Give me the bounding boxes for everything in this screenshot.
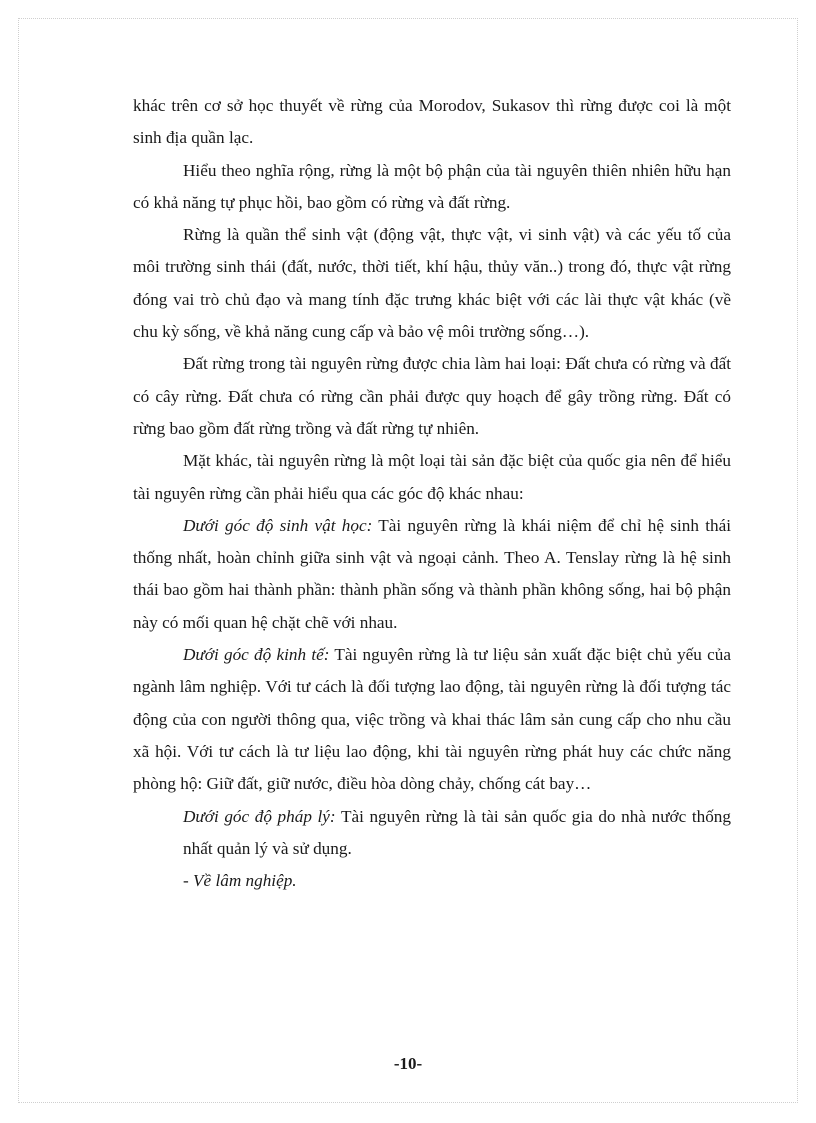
paragraph-5	[133, 445, 731, 510]
paragraph-biology	[133, 510, 731, 639]
paragraph-3	[133, 219, 731, 348]
biology-heading: Dưới góc độ sinh vật học:	[183, 515, 373, 535]
paragraph-5-text: Mặt khác, tài nguyên rừng là một loại tài sản đặc biệt của quốc gia nên để hiểu tài nguyên rừng cần phải hiểu qua các góc độ khác nhau:	[133, 451, 731, 503]
paragraph-2	[133, 155, 731, 220]
legal-text: Tài nguyên rừng là tài sản quốc gia do nhà nước thống nhất quản lý và sử dụng.	[183, 806, 731, 858]
document-body	[133, 90, 731, 897]
legal-heading: Dưới góc độ pháp lý:	[183, 806, 336, 826]
biology-text: Tài nguyên rừng là khái niệm để chỉ hệ sinh thái thống nhất, hoàn chỉnh giữa sinh vật và ngoại cảnh. Theo A. Tenslay rừng là hệ sinh thái bao gồm hai thành phần: thành phần sống và thành phần không sống, hai bộ phận này có mối quan hệ chặt chẽ với nhau.	[133, 515, 731, 632]
paragraph-4-text: Đất rừng trong tài nguyên rừng được chia làm hai loại: Đất chưa có rừng và đất có cây rừng. Đất chưa có rừng cần phải được quy hoạch để gây trồng rừng. Đất có rừng bao gồm đất rừng trồng và đất rừng tự nhiên.	[133, 354, 731, 438]
paragraph-2-text: Hiểu theo nghĩa rộng, rừng là một bộ phận của tài nguyên thiên nhiên hữu hạn có khả năng tự phục hồi, bao gồm có rừng và đất rừng.	[133, 160, 731, 212]
economics-heading: Dưới góc độ kinh tế:	[183, 645, 330, 665]
paragraph-economics	[133, 639, 731, 800]
economics-text: Tài nguyên rừng là tư liệu sản xuất đặc biệt chủ yếu của ngành lâm nghiệp. Với tư cách là đối tượng lao động, tài nguyên rừng là đối tượng tác động của con người thông qua, việc trồng và khai thác lâm sản cung cấp cho nhu cầu xã hội. Với tư cách là tư liệu lao động, khi tài nguyên rừng phát huy các chức năng phòng hộ: Giữ đất, giữ nước, điều hòa dòng chảy, chống cát bay…	[133, 645, 731, 794]
paragraph-1	[133, 90, 731, 155]
paragraph-3-text: Rừng là quần thể sinh vật (động vật, thực vật, vi sinh vật) và các yếu tố của môi trường sinh thái (đất, nước, thời tiết, khí hậu, thủy văn..) trong đó, thực vật rừng đóng vai trò chủ đạo và mang tính đặc trưng khác biệt với các lài thực vật khác (về chu kỳ sống, về khả năng cung cấp và bảo vệ môi trường sống…).	[133, 225, 731, 342]
paragraph-legal	[133, 801, 731, 866]
page-number: -10-	[393, 1054, 423, 1073]
paragraph-1-text: khác trên cơ sở học thuyết về rừng của Morodov, Sukasov thì rừng được coi là một sinh địa quần lạc.	[133, 96, 731, 148]
paragraph-forestry	[133, 865, 731, 897]
forestry-heading: - Về lâm nghiệp.	[183, 871, 297, 891]
paragraph-4	[133, 348, 731, 445]
